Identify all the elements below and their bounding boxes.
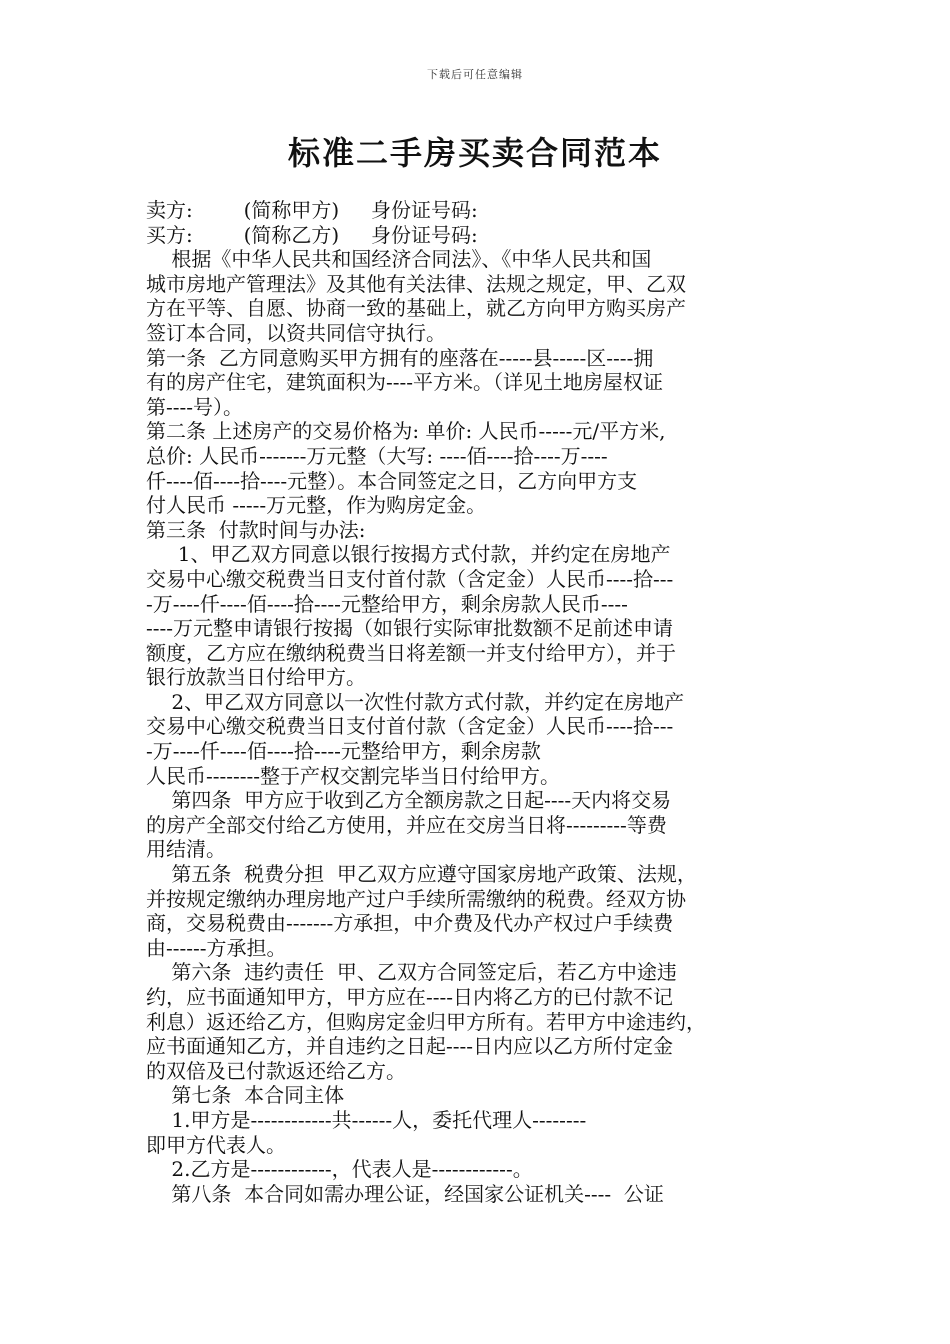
document-title: 标准二手房买卖合同范本 (287, 134, 662, 172)
text-line: 买方: (简称乙方) 身份证号码: (146, 222, 478, 247)
contract-body (146, 198, 811, 1206)
text-line: 并按规定缴纳办理房地产过户手续所需缴纳的税费。经双方协 (146, 886, 686, 911)
text-line: 付人民币 -----万元整，作为购房定金。 (146, 493, 487, 518)
text-line: 第四条 甲方应于收到乙方全额房款之日起----天内将交易 (146, 788, 672, 813)
text-line: 第七条 本合同主体 (146, 1083, 345, 1108)
text-line: -万----仟----佰----拾----元整给甲方，剩余房款 (146, 739, 541, 764)
text-line: 由------方承担。 (146, 935, 287, 960)
text-line: 即甲方代表人。 (146, 1132, 286, 1157)
text-line: 方在平等、自愿、协商一致的基础上，就乙方向甲方购买房产 (146, 296, 686, 321)
text-line: 约，应书面通知甲方，甲方应在----日内将乙方的已付款不记 (146, 985, 674, 1009)
text-line: 有的房产住宅，建筑面积为----平方米。（详见土地房屋权证 (146, 370, 664, 395)
text-line: 商，交易税费由-------方承担，中介费及代办产权过户手续费 (146, 911, 674, 936)
text-line: 第五条 税费分担 甲乙双方应遵守国家房地产政策、法规， (146, 862, 697, 887)
text-line: 第八条 本合同如需办理公证，经国家公证机关---- 公证 (146, 1181, 664, 1206)
text-line: -万----仟----佰----拾----元整给甲方，剩余房款人民币---- (146, 591, 628, 616)
text-line: 总价: 人民币-------万元整（大写: ----佰----拾----万---- (146, 443, 608, 468)
text-line: 2、甲乙双方同意以一次性付款方式付款，并约定在房地产 (146, 689, 685, 714)
text-line: 1、甲乙双方同意以银行按揭方式付款，并约定在房地产 (146, 542, 671, 567)
text-line: 1.甲方是------------共------人，委托代理人-------- (146, 1107, 587, 1132)
text-line: ----万元整申请银行按揭（如银行实际审批数额不足前述申请 (146, 616, 674, 641)
text-line: 卖方: (简称甲方) 身份证号码: (146, 198, 478, 222)
text-line: 银行放款当日付给甲方。 (146, 665, 366, 690)
text-line: 利息）返还给乙方，但购房定金归甲方所有。若甲方中途违约， (146, 1009, 706, 1034)
text-line: 第二条 上述房产的交易价格为: 单价: 人民币-----元/平方米, (146, 419, 666, 444)
text-line: 用结清。 (146, 837, 226, 862)
text-line: 第一条 乙方同意购买甲方拥有的座落在-----县-----区----拥 (146, 345, 654, 370)
text-line: 2.乙方是------------，代表人是------------。 (146, 1157, 533, 1182)
text-line: 交易中心缴交税费当日支付首付款（含定金）人民币----拾--- (146, 714, 674, 739)
text-line: 签订本合同，以资共同信守执行。 (146, 320, 446, 345)
text-line: 的房产全部交付给乙方使用，并应在交房当日将---------等费 (146, 812, 667, 837)
text-line: 城市房地产管理法》及其他有关法律、法规之规定，甲、乙双 (146, 271, 686, 296)
text-line: 第六条 违约责任 甲、乙双方合同签定后，若乙方中途违 (146, 960, 677, 985)
text-line: 交易中心缴交税费当日支付首付款（含定金）人民币----拾--- (146, 566, 674, 591)
text-line: 仟----佰----拾----元整）。本合同签定之日，乙方向甲方支 (146, 468, 638, 493)
text-line: 第三条 付款时间与办法: (146, 517, 366, 542)
header-note: 下载后可任意编辑 (427, 68, 523, 81)
text-line: 第----号）。 (146, 394, 244, 419)
text-line: 人民币--------整于产权交割完毕当日付给甲方。 (146, 763, 561, 788)
text-line: 的双倍及已付款返还给乙方。 (146, 1058, 406, 1083)
text-line: 额度，乙方应在缴纳税费当日将差额一并支付给甲方），并于 (146, 640, 676, 665)
text-line: 根据《中华人民共和国经济合同法》、《中华人民共和国 (146, 247, 652, 272)
text-line: 应书面通知乙方，并自违约之日起----日内应以乙方所付定金 (146, 1034, 674, 1059)
